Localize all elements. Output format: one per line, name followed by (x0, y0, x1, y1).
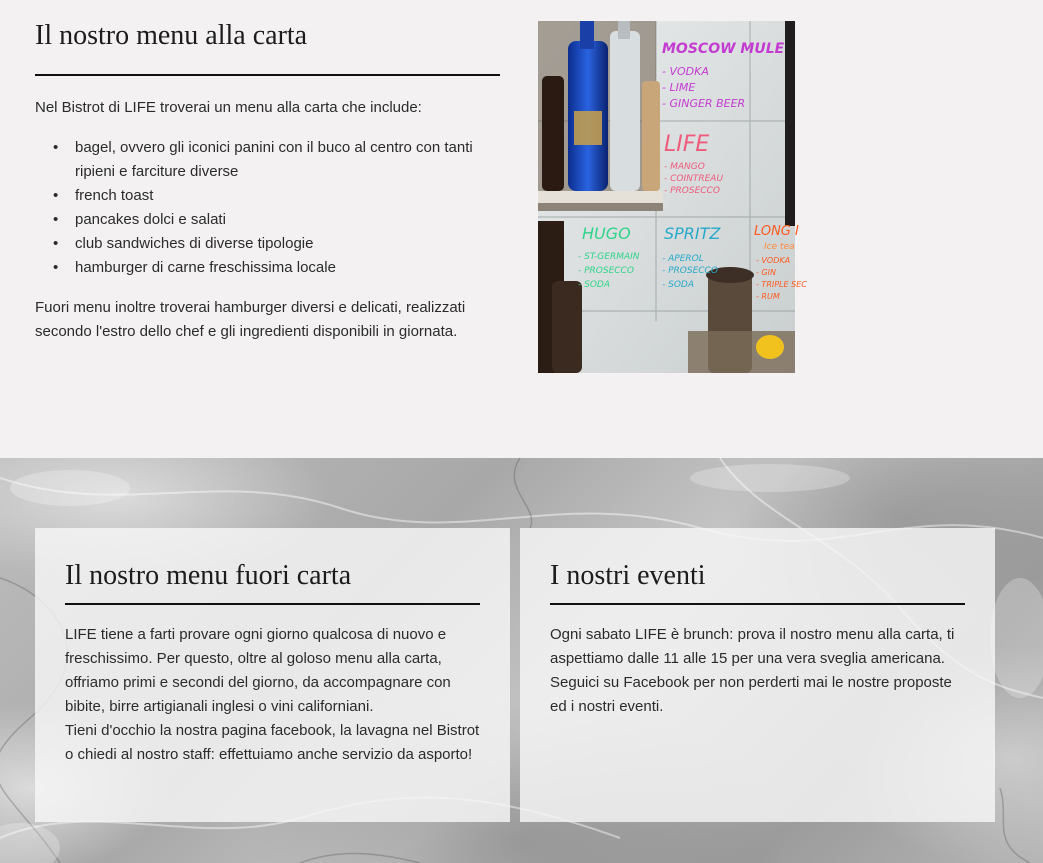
list-item (53, 184, 500, 208)
list-item (53, 136, 500, 184)
board-moscow-line: - GINGER BEER (662, 97, 746, 110)
board-spritz-title: SPRITZ (664, 224, 721, 243)
board-moscow-line: - VODKA (662, 65, 709, 78)
board-long-line: - GIN (756, 268, 776, 277)
list-item (53, 256, 500, 280)
menu-fuori-carta-text: LIFE tiene a farti provare ogni giorno qualcosa di nuovo e freschissimo. Per questo, oltre al goloso menu alla carta, offriamo primi e secondi del giorno, da accompagnare con bibite, birre artigianali inglesi o vini californiani. Tieni d'occhio la nostra pagina facebook, la lavagna nel Bistrot o chiedi al nostro staff: effettuiamo anche servizio da asporto! (65, 626, 480, 763)
bullet-icon: • (53, 259, 59, 276)
list-item-text: french toast (75, 187, 154, 204)
cocktail-menu-photo (538, 21, 807, 373)
menu-alla-carta-title: Il nostro menu alla carta (35, 18, 500, 76)
menu-outro: Fuori menu inoltre troverai hamburger diversi e delicati, realizzati secondo l'estro dello chef e gli ingredienti disponibili in giornata. (35, 299, 466, 340)
board-spritz-line: - SODA (662, 280, 694, 290)
eventi-text: Ogni sabato LIFE è brunch: prova il nostro menu alla carta, ti aspettiamo dalle 11 alle 15 per una vera sveglia americana. Seguici su Facebook per non perderti mai le nostre proposte ed i nostri eventi. (550, 626, 955, 715)
board-long-sub: Ice tea (764, 242, 795, 252)
bullet-icon: • (53, 235, 59, 252)
eventi-card (520, 528, 995, 822)
list-item (53, 232, 500, 256)
bullet-icon: • (53, 139, 59, 156)
list-item-text: club sandwiches di diverse tipologie (75, 235, 314, 252)
bullet-icon: • (53, 211, 59, 228)
bullet-icon: • (53, 187, 59, 204)
board-life-title: LIFE (664, 132, 710, 157)
board-life-line: - COINTREAU (664, 174, 724, 184)
list-item-text: bagel, ovvero gli iconici panini con il buco al centro con tanti ripieni e farciture diverse (75, 139, 473, 180)
board-spritz-line: - APEROL (662, 254, 704, 264)
marble-background-section (0, 458, 1043, 863)
cocktail-photo-illustration (538, 21, 807, 373)
board-moscow-title: MOSCOW MULE (662, 41, 785, 57)
list-item-text: hamburger di carne freschissima locale (75, 259, 336, 276)
board-hugo-line: - ST-GERMAIN (578, 252, 640, 262)
board-long-line: - RUM (756, 292, 780, 301)
eventi-title: I nostri eventi (550, 558, 965, 605)
board-life-line: - PROSECCO (664, 186, 720, 196)
board-hugo-title: HUGO (582, 224, 631, 243)
board-hugo-line: - SODA (578, 280, 610, 290)
menu-fuori-carta-title: Il nostro menu fuori carta (65, 558, 480, 605)
menu-fuori-carta-card (35, 528, 510, 822)
board-moscow-line: - LIME (662, 81, 696, 94)
menu-intro: Nel Bistrot di LIFE troverai un menu alla carta che include: (35, 99, 422, 116)
board-life-line: - MANGO (664, 162, 705, 172)
menu-list (35, 136, 500, 280)
board-long-title: LONG I (754, 224, 799, 239)
list-item (53, 208, 500, 232)
list-item-text: pancakes dolci e salati (75, 211, 226, 228)
board-spritz-line: - PROSECCO (662, 266, 718, 276)
board-long-line: - TRIPLE SEC (756, 280, 807, 289)
board-long-line: - VODKA (756, 256, 791, 265)
board-hugo-line: - PROSECCO (578, 266, 634, 276)
menu-alla-carta-text (35, 18, 500, 344)
